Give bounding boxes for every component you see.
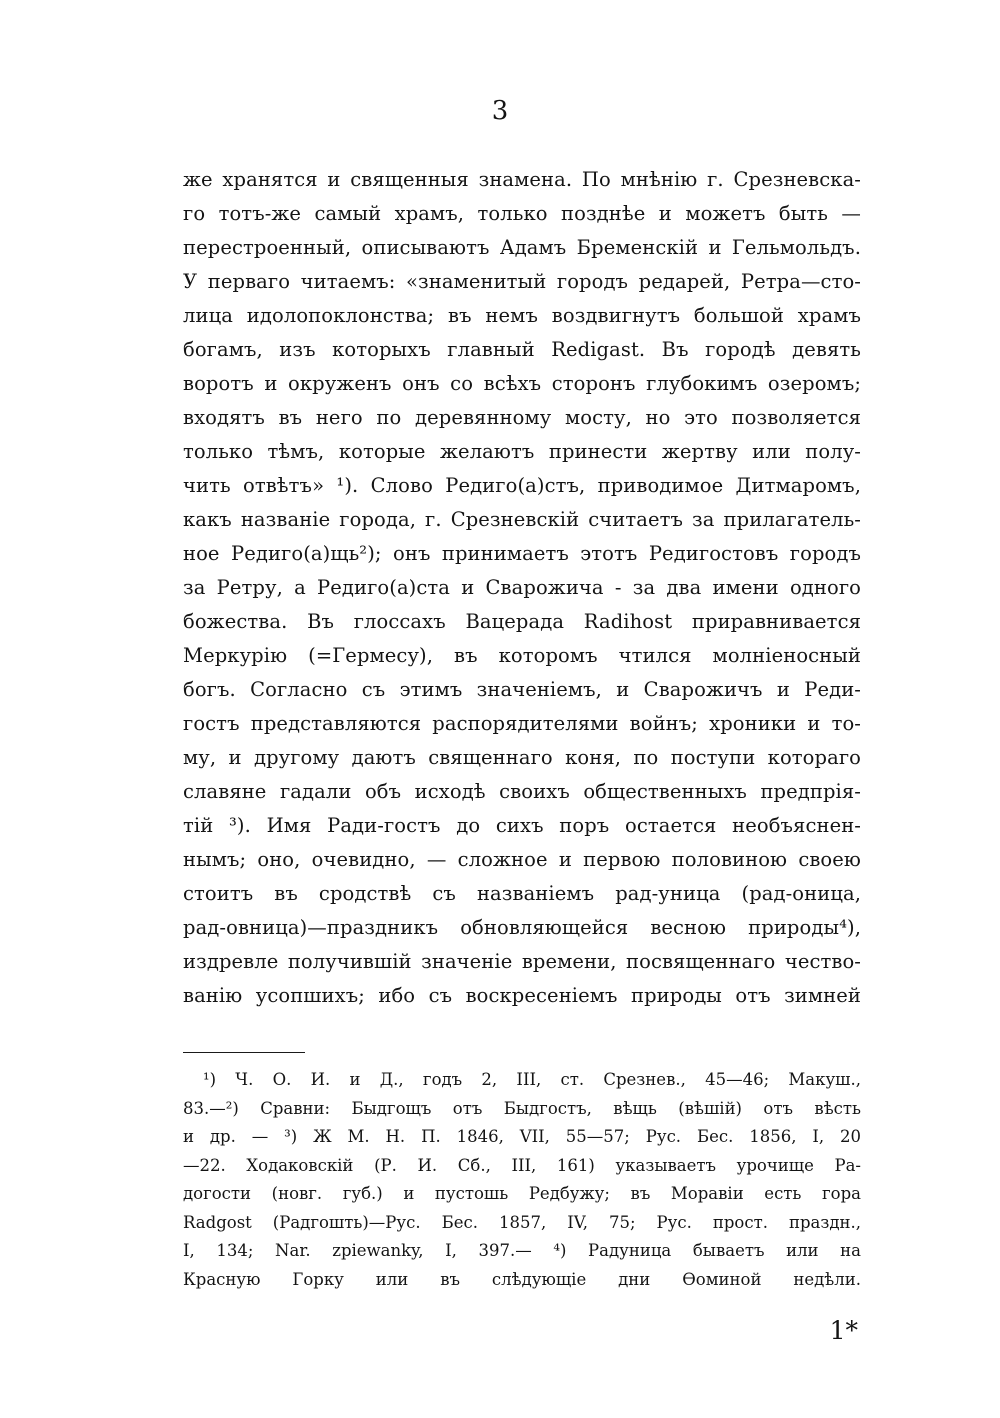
text-line: му, и другому даютъ священнаго коня, по поступи котораго: [183, 746, 861, 769]
footnotes: [183, 1066, 861, 1294]
footnote-line: и др. — ³) Ж М. Н. П. 1846, VII, 55—57; Рус. Бес. 1856, I, 20: [183, 1127, 861, 1146]
text-line: только тѣмъ, которые желаютъ принести жертву или полу-: [183, 440, 861, 463]
text-line: издревле получившій значеніе времени, посвященнаго чество-: [183, 950, 861, 973]
text-line: гостъ представляются распорядителями войнъ; хроники и то-: [183, 712, 861, 735]
footnote-line: 83.—²) Сравни: Быдгощъ отъ Быдгостъ, вѣщь (вѣшій) отъ вѣсть: [183, 1098, 861, 1118]
text-line: ванію усопшихъ; ибо съ воскресеніемъ природы отъ зимней: [183, 984, 861, 1007]
footnote-line: I, 134; Nar. zpiewanky, I, 397.— ⁴) Радуница бываетъ или на: [183, 1241, 861, 1260]
footnote-divider: [183, 1052, 305, 1053]
text-line: ное Редиго(а)щь²); онъ принимаетъ этотъ Редигостовъ городъ: [183, 542, 861, 565]
text-line: Меркурію (=Гермесу), въ которомъ чтился молніеносный: [183, 644, 861, 667]
text-line: за Ретру, а Редиго(а)ста и Сварожича - за два имени одного: [183, 576, 861, 599]
text-line: какъ названіе города, г. Срезневскій считаетъ за прилагатель-: [183, 508, 861, 531]
text-line: тій ³). Имя Ради-гостъ до сихъ поръ остается необъяснен-: [183, 814, 861, 837]
text-line: го тотъ-же самый храмъ, только позднѣе и можетъ быть —: [183, 202, 861, 225]
main-text: [183, 163, 861, 1013]
footnote-line: Красную Горку или въ слѣдующіе дни Ѳоминой недѣли.: [183, 1269, 861, 1289]
page-number: 3: [491, 96, 509, 126]
text-line: богъ. Согласно съ этимъ значеніемъ, и Сварожичъ и Реди-: [183, 678, 861, 701]
text-line: нымъ; оно, очевидно, — сложное и первою половиною своею: [183, 848, 861, 871]
footnote-line: —22. Ходаковскій (Р. И. Сб., III, 161) указываетъ урочище Ра-: [183, 1155, 861, 1175]
text-line: богамъ, изъ которыхъ главный Redigast. Въ городѣ девять: [183, 338, 861, 361]
text-line: входятъ въ него по деревянному мосту, но это позволяется: [183, 406, 861, 429]
text-line: божества. Въ глоссахъ Вацерада Radihost приравнивается: [183, 610, 861, 633]
footnote-line: догости (новг. губ.) и пустошь Редбужу; въ Моравіи есть гора: [183, 1184, 861, 1203]
text-line: чить отвѣтъ» ¹). Слово Редиго(а)стъ, приводимое Дитмаромъ,: [183, 474, 861, 497]
text-line: славяне гадали объ исходѣ своихъ общественныхъ предпрія-: [183, 780, 861, 803]
text-line: перестроенный, описываютъ Адамъ Бременскій и Гельмольдъ.: [183, 236, 861, 259]
footnote-line: Radgost (Радгошть)—Рус. Бес. 1857, IV, 75; Рус. прост. праздн.,: [183, 1212, 861, 1232]
text-line: рад-овница)—праздникъ обновляющейся весною природы⁴),: [183, 916, 861, 939]
text-line: лица идолопоклонства; въ немъ воздвигнутъ большой храмъ: [183, 304, 861, 327]
text-line: стоитъ въ сродствѣ съ названіемъ рад-уница (рад-оница,: [183, 882, 861, 905]
text-line: У перваго читаемъ: «знаменитый городъ редарей, Ретра—сто-: [183, 270, 861, 293]
signature-mark: 1*: [829, 1316, 858, 1345]
text-line: воротъ и окруженъ онъ со всѣхъ сторонъ глубокимъ озеромъ;: [183, 372, 861, 395]
footnote-line: ¹) Ч. О. И. и Д., годъ 2, III, ст. Срезнев., 45—46; Макуш.,: [203, 1070, 861, 1089]
text-line: же хранятся и священныя знамена. По мнѣнію г. Срезневска-: [183, 168, 861, 191]
